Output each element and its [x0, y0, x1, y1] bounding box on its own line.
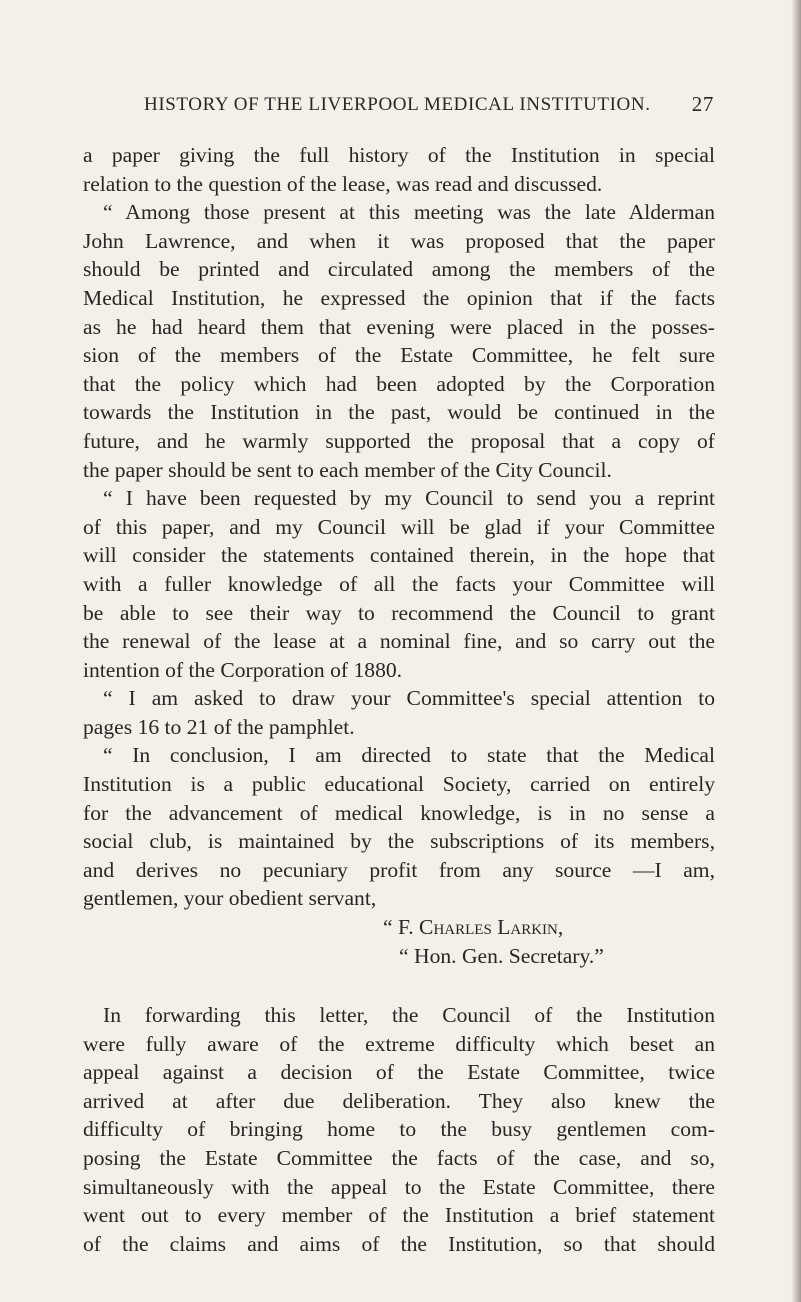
- text-line: went out to every member of the Institution a brief statement: [83, 1203, 715, 1228]
- text-line: social club, is maintained by the subscriptions of its members,: [83, 829, 715, 854]
- text-line: posing the Estate Committee the facts of the case, and so,: [83, 1145, 715, 1170]
- text-line: simultaneously with the appeal to the Estate Committee, there: [83, 1174, 715, 1199]
- running-title: HISTORY OF THE LIVERPOOL MEDICAL INSTITUTION.: [144, 94, 651, 115]
- text-line: gentlemen, your obedient servant,: [83, 886, 377, 911]
- text-line: difficulty of bringing home to the busy gentlemen com-: [83, 1117, 715, 1142]
- text-line: and derives no pecuniary profit from any source —I am,: [83, 857, 715, 882]
- text-line: appeal against a decision of the Estate Committee, twice: [83, 1060, 715, 1085]
- text-line: “ In conclusion, I am directed to state that the Medical: [103, 743, 715, 768]
- text-line: with a fuller knowledge of all the facts your Committee will: [83, 571, 715, 596]
- text-line: “ Among those present at this meeting was the late Alderman: [103, 200, 715, 225]
- text-line: “ I am asked to draw your Committee's special attention to: [103, 686, 715, 711]
- signature-title: “ Hon. Gen. Secretary.”: [399, 943, 604, 968]
- text-line: John Lawrence, and when it was proposed that the paper: [83, 228, 715, 253]
- text-line: of this paper, and my Council will be glad if your Committee: [83, 514, 715, 539]
- text-line: “ I have been requested by my Council to send you a reprint: [103, 486, 715, 511]
- text-line: will consider the statements contained therein, in the hope that: [83, 543, 715, 568]
- text-line: future, and he warmly supported the proposal that a copy of: [83, 428, 715, 453]
- text-line: the paper should be sent to each member of the City Council.: [83, 457, 612, 482]
- text-line: as he had heard them that evening were placed in the posses-: [83, 314, 715, 339]
- text-line: towards the Institution in the past, would be continued in the: [83, 400, 715, 425]
- text-line: of the claims and aims of the Institution, so that should: [83, 1231, 715, 1256]
- page-number: 27: [691, 92, 714, 116]
- text-line: sion of the members of the Estate Committee, he felt sure: [83, 343, 715, 368]
- text-line: be able to see their way to recommend the Council to grant: [83, 600, 715, 625]
- text-line: for the advancement of medical knowledge, is in no sense a: [83, 800, 715, 825]
- text-line: relation to the question of the lease, was read and discussed.: [83, 171, 603, 196]
- text-line: In forwarding this letter, the Council of the Institution: [103, 1003, 715, 1027]
- text-line: intention of the Corporation of 1880.: [83, 657, 403, 682]
- forwarding-paragraph: [83, 1001, 715, 1258]
- letter-body: [83, 141, 715, 970]
- text-line: pages 16 to 21 of the pamphlet.: [83, 714, 355, 739]
- text-line: that the policy which had been adopted by the Corporation: [83, 371, 715, 396]
- text-line: should be printed and circulated among the members of the: [83, 257, 715, 282]
- text-line: Institution is a public educational Society, carried on entirely: [83, 772, 715, 797]
- signature-name: “ F. Charles Larkin,: [383, 915, 564, 940]
- text-line: the renewal of the lease at a nominal fine, and so carry out the: [83, 629, 715, 654]
- text-line: Medical Institution, he expressed the opinion that if the facts: [83, 285, 715, 310]
- page-edge-shadow: [791, 0, 801, 1302]
- running-head: [144, 94, 714, 124]
- text-line: were fully aware of the extreme difficulty which beset an: [83, 1031, 715, 1056]
- text-line: arrived at after due deliberation. They also knew the: [83, 1088, 715, 1113]
- text-line: a paper giving the full history of the Institution in special: [83, 143, 715, 167]
